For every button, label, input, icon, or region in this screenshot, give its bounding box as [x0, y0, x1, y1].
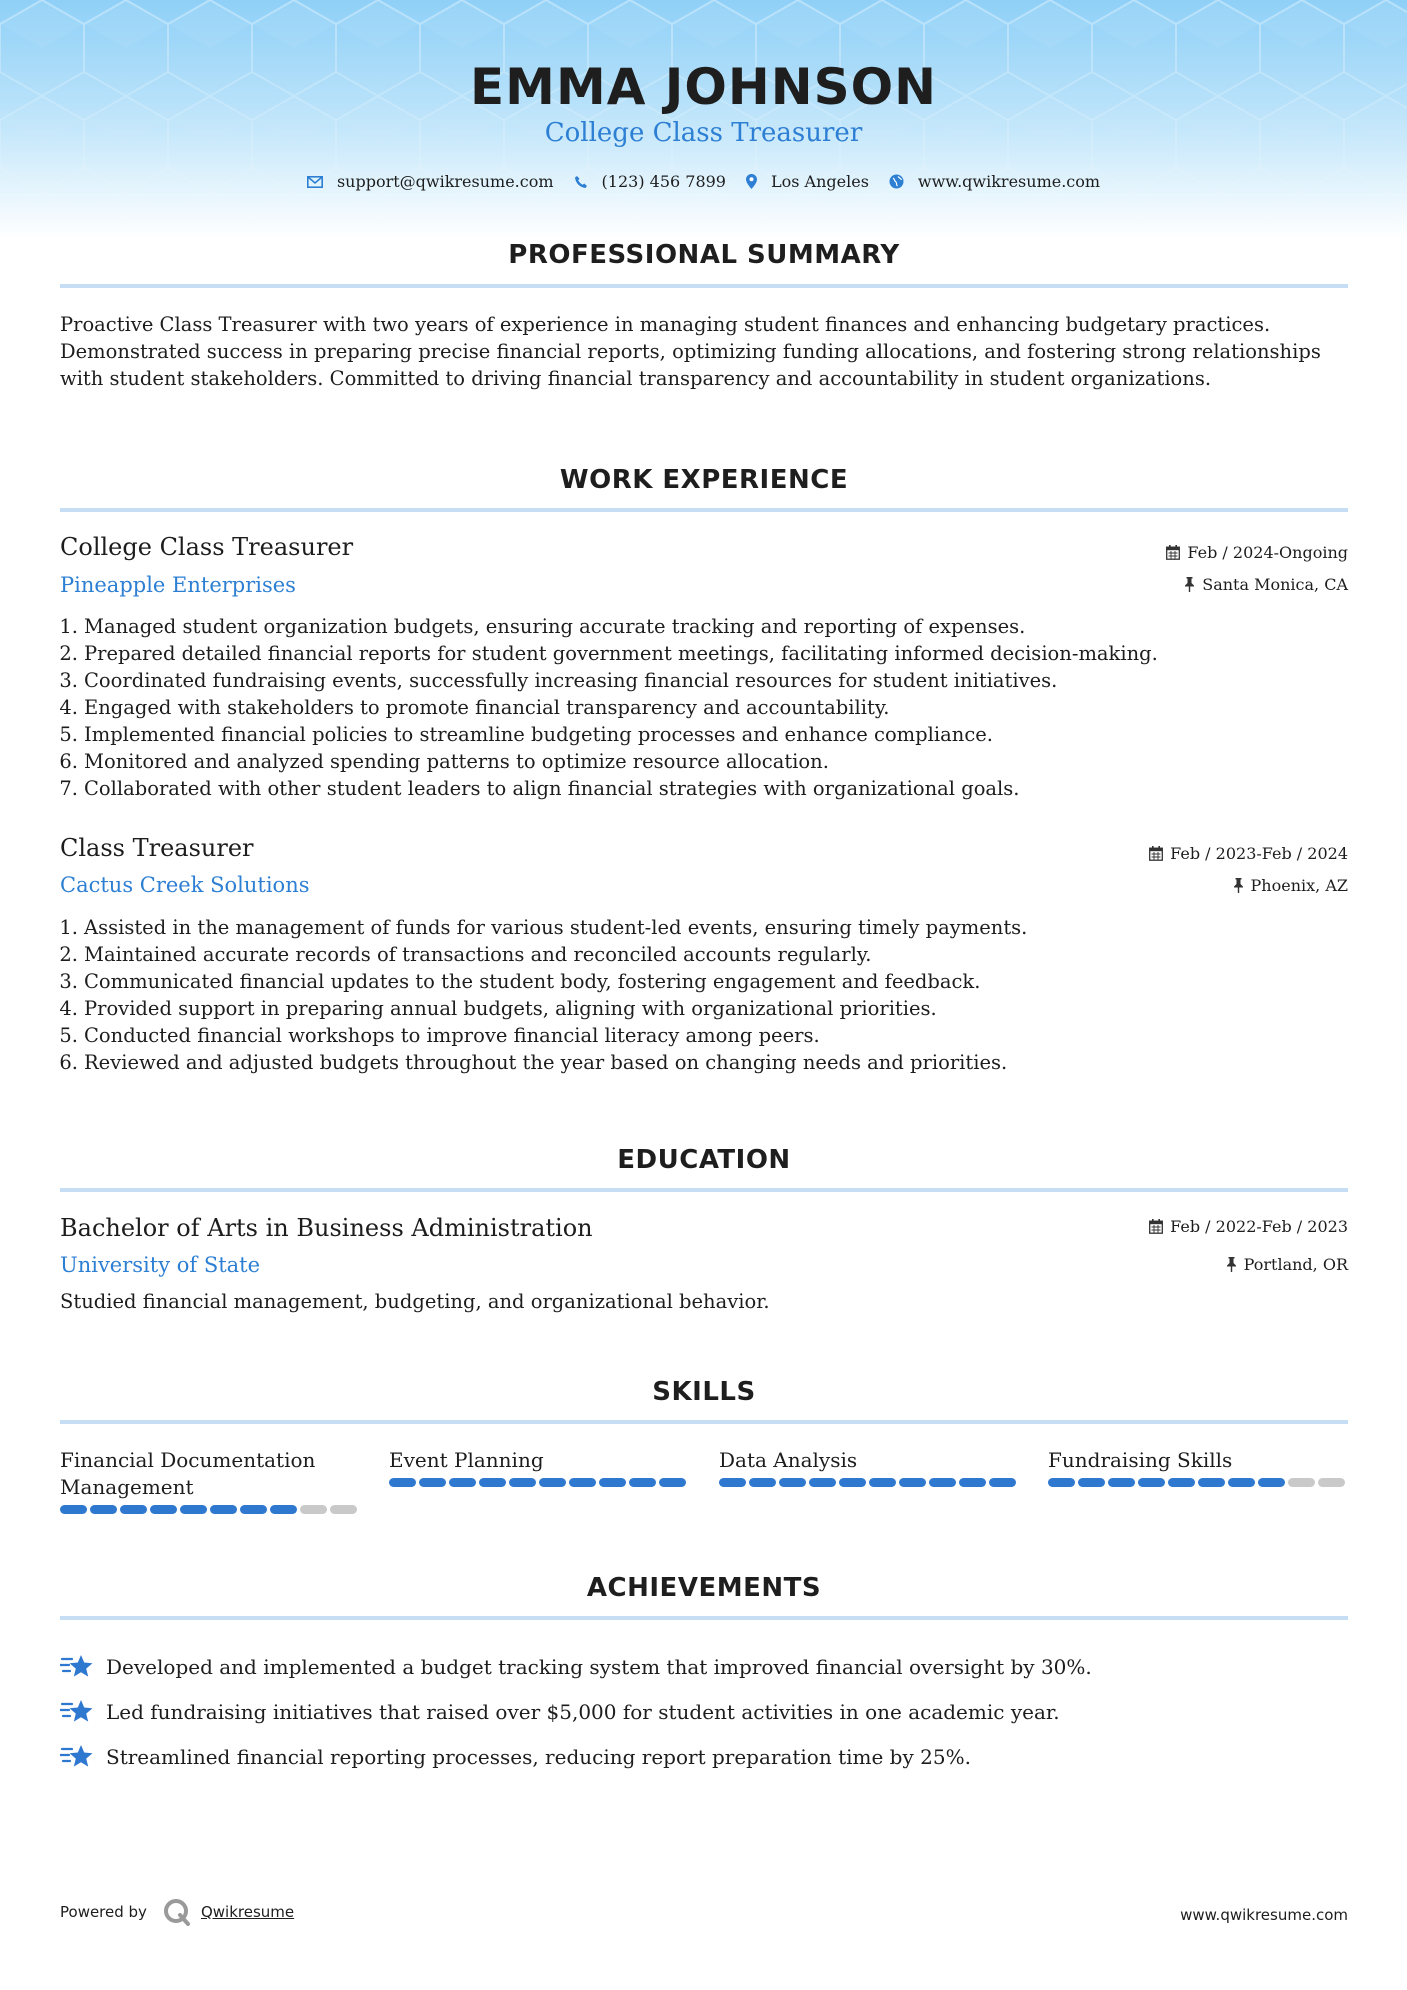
- skill-name: Financial Documentation Management: [60, 1448, 316, 1499]
- skill-level-segment: [509, 1478, 536, 1487]
- skill-level-segment: [1258, 1478, 1285, 1487]
- section-title-summary: PROFESSIONAL SUMMARY: [508, 240, 900, 270]
- skill-item: [1048, 1447, 1348, 1487]
- skill-level-segment: [60, 1505, 87, 1514]
- achievement-item: Streamlined financial reporting processes, reducing report preparation time by 25%.: [60, 1734, 1350, 1779]
- section-title-skills: SKILLS: [652, 1377, 756, 1407]
- skill-level-segment: [1318, 1478, 1345, 1487]
- achievement-item: Developed and implemented a budget tracking system that improved financial oversight by 30%.: [60, 1644, 1350, 1689]
- email-text: support@qwikresume.com: [336, 172, 554, 191]
- skill-level-segment: [180, 1505, 207, 1514]
- achievements-list: [60, 1644, 1350, 1779]
- phone-icon: [574, 175, 588, 189]
- skill-level-segment: [539, 1478, 566, 1487]
- contact-email[interactable]: [307, 172, 554, 191]
- website-text: www.qwikresume.com: [917, 172, 1101, 191]
- skill-level-segment: [869, 1478, 896, 1487]
- map-pin-icon: [746, 174, 757, 189]
- skill-level-segment: [449, 1478, 476, 1487]
- company-name-1: Pineapple Enterprises: [60, 573, 296, 597]
- skill-name: Fundraising Skills: [1048, 1448, 1233, 1472]
- job-location-2: [1233, 876, 1348, 895]
- list-item: 6. Reviewed and adjusted budgets throughout the year based on changing needs and priorities.: [59, 1051, 1008, 1074]
- pushpin-icon: [1233, 878, 1244, 893]
- candidate-name: EMMA JOHNSON: [470, 58, 937, 116]
- skill-level-segment: [779, 1478, 806, 1487]
- job-location-text-1: Santa Monica, CA: [1202, 575, 1348, 594]
- skill-name: Event Planning: [389, 1448, 544, 1472]
- skill-level-segment: [240, 1505, 267, 1514]
- section-divider: [60, 1616, 1348, 1620]
- skill-level-bar: [389, 1478, 689, 1487]
- footer-website[interactable]: www.qwikresume.com: [1180, 1906, 1348, 1924]
- contact-phone[interactable]: [574, 172, 726, 191]
- powered-by-label: Powered by: [60, 1903, 147, 1921]
- job-bullets-2: [56, 914, 1346, 1076]
- contact-location: [746, 172, 869, 191]
- job-dates-2: [1149, 844, 1348, 863]
- job-dates-text-2: Feb / 2023-Feb / 2024: [1170, 844, 1348, 863]
- section-divider: [60, 1420, 1348, 1424]
- globe-icon: [889, 174, 904, 189]
- list-item: 2. Prepared detailed financial reports for student government meetings, facilitating informed decision-making.: [59, 642, 1158, 665]
- phone-text: (123) 456 7899: [601, 172, 726, 191]
- skill-level-segment: [929, 1478, 956, 1487]
- skill-level-segment: [1288, 1478, 1315, 1487]
- skill-level-segment: [1048, 1478, 1075, 1487]
- list-item: 5. Conducted financial workshops to improve financial literacy among peers.: [59, 1024, 820, 1047]
- calendar-icon: [1166, 545, 1180, 560]
- skill-level-segment: [270, 1505, 297, 1514]
- calendar-icon: [1149, 846, 1163, 861]
- pushpin-icon: [1226, 1257, 1237, 1272]
- skill-level-segment: [839, 1478, 866, 1487]
- list-item: 4. Provided support in preparing annual budgets, aligning with organizational priorities.: [59, 997, 937, 1020]
- job-dates-1: [1166, 543, 1348, 562]
- shooting-star-icon: [60, 1653, 94, 1681]
- list-item: 3. Coordinated fundraising events, successfully increasing financial resources for student initiatives.: [59, 669, 1058, 692]
- skill-level-segment: [569, 1478, 596, 1487]
- skill-level-segment: [1108, 1478, 1135, 1487]
- skill-level-segment: [120, 1505, 147, 1514]
- section-divider: [60, 508, 1348, 512]
- skill-item: [60, 1447, 360, 1514]
- skill-level-segment: [809, 1478, 836, 1487]
- skill-item: [719, 1447, 1019, 1487]
- skill-level-segment: [300, 1505, 327, 1514]
- skill-level-segment: [1168, 1478, 1195, 1487]
- summary-text: Proactive Class Treasurer with two years of experience in managing student finances and enhancing budgetary practices. Demonstrated success in preparing precise financial reports, optimizing funding allocations, and fostering strong relationships with student stakeholders. Committed to driving financial transparency and accountability in student organizations.: [60, 313, 1321, 390]
- job-location-text-2: Phoenix, AZ: [1250, 876, 1348, 895]
- job-title: College Class Treasurer: [544, 118, 863, 148]
- brand-link[interactable]: Qwikresume: [200, 1903, 295, 1921]
- skill-level-segment: [330, 1505, 357, 1514]
- education-location-text: Portland, OR: [1243, 1255, 1348, 1274]
- skill-level-bar: [60, 1505, 360, 1514]
- contact-row: [0, 172, 1407, 191]
- school-name: University of State: [60, 1253, 261, 1277]
- qwikresume-logo-icon[interactable]: [163, 1898, 191, 1926]
- skill-level-bar: [1048, 1478, 1348, 1487]
- skill-level-segment: [419, 1478, 446, 1487]
- degree-title: Bachelor of Arts in Business Administration: [60, 1214, 593, 1242]
- section-divider: [60, 284, 1348, 288]
- shooting-star-icon: [60, 1743, 94, 1771]
- section-title-achievements: ACHIEVEMENTS: [586, 1573, 822, 1603]
- list-item: 2. Maintained accurate records of transactions and reconciled accounts regularly.: [59, 943, 872, 966]
- skill-level-segment: [629, 1478, 656, 1487]
- skill-level-segment: [1078, 1478, 1105, 1487]
- list-item: 1. Managed student organization budgets, ensuring accurate tracking and reporting of expenses.: [59, 615, 1026, 638]
- list-item: 7. Collaborated with other student leaders to align financial strategies with organizational goals.: [59, 777, 1020, 800]
- skill-level-segment: [659, 1478, 686, 1487]
- company-name-2: Cactus Creek Solutions: [60, 873, 310, 897]
- envelope-icon: [307, 176, 323, 188]
- skill-level-segment: [599, 1478, 626, 1487]
- skill-level-segment: [1138, 1478, 1165, 1487]
- skill-level-segment: [210, 1505, 237, 1514]
- skill-level-segment: [749, 1478, 776, 1487]
- calendar-icon: [1149, 1219, 1163, 1234]
- education-location: [1226, 1255, 1348, 1274]
- job-bullets-1: [56, 613, 1346, 802]
- list-item: 4. Engaged with stakeholders to promote financial transparency and accountability.: [59, 696, 890, 719]
- contact-website[interactable]: [889, 172, 1100, 191]
- list-item: 3. Communicated financial updates to the student body, fostering engagement and feedback.: [59, 970, 981, 993]
- list-item: 5. Implemented financial policies to streamline budgeting processes and enhance compliance.: [59, 723, 993, 746]
- skill-level-segment: [899, 1478, 926, 1487]
- skill-name: Data Analysis: [719, 1448, 858, 1472]
- job-title-2: Class Treasurer: [60, 834, 254, 862]
- skill-level-segment: [959, 1478, 986, 1487]
- job-location-1: [1184, 575, 1348, 594]
- list-item: 1. Assisted in the management of funds for various student-led events, ensuring timely payments.: [59, 916, 1028, 939]
- skill-level-segment: [1228, 1478, 1255, 1487]
- section-divider: [60, 1188, 1348, 1192]
- skill-level-segment: [989, 1478, 1016, 1487]
- skill-item: [389, 1447, 689, 1487]
- skill-level-segment: [389, 1478, 416, 1487]
- skill-level-segment: [1198, 1478, 1225, 1487]
- education-dates: [1149, 1217, 1348, 1236]
- shooting-star-icon: [60, 1698, 94, 1726]
- skill-level-segment: [479, 1478, 506, 1487]
- education-dates-text: Feb / 2022-Feb / 2023: [1170, 1217, 1348, 1236]
- skill-level-bar: [719, 1478, 1019, 1487]
- skill-level-segment: [719, 1478, 746, 1487]
- footer-powered-by: [60, 1898, 294, 1926]
- pushpin-icon: [1184, 577, 1195, 592]
- skill-level-segment: [90, 1505, 117, 1514]
- location-text: Los Angeles: [770, 172, 869, 191]
- skill-level-segment: [150, 1505, 177, 1514]
- list-item: 6. Monitored and analyzed spending patterns to optimize resource allocation.: [59, 750, 829, 773]
- job-title-1: College Class Treasurer: [60, 533, 354, 561]
- section-title-work: WORK EXPERIENCE: [559, 465, 849, 495]
- achievement-item: Led fundraising initiatives that raised over $5,000 for student activities in one academic year.: [60, 1689, 1350, 1734]
- job-dates-text-1: Feb / 2024-Ongoing: [1187, 543, 1348, 562]
- section-title-education: EDUCATION: [617, 1145, 791, 1175]
- education-description: Studied financial management, budgeting, and organizational behavior.: [60, 1290, 770, 1313]
